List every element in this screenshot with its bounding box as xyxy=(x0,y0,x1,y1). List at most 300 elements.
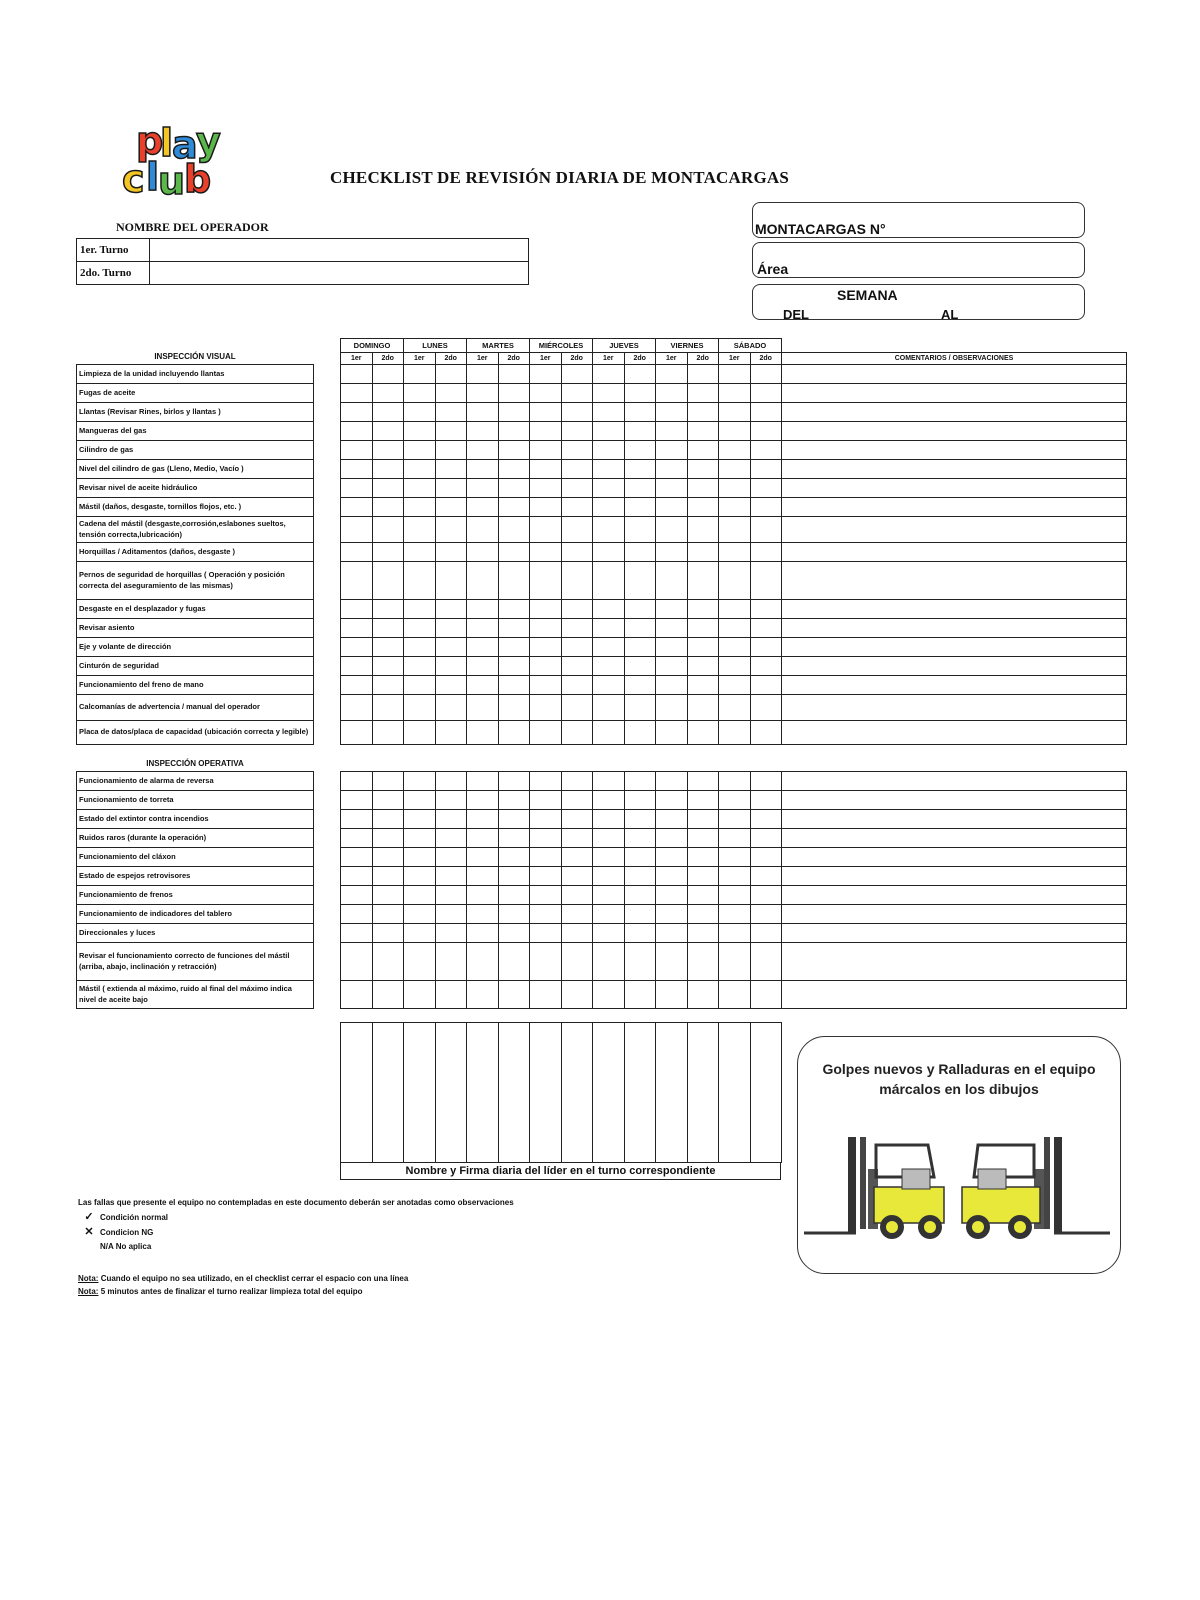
check-cell[interactable] xyxy=(719,924,751,943)
check-cell[interactable] xyxy=(687,479,719,498)
check-cell[interactable] xyxy=(341,829,373,848)
check-cell[interactable] xyxy=(467,384,499,403)
comment-cell[interactable] xyxy=(782,517,1127,543)
check-cell[interactable] xyxy=(341,981,373,1009)
check-cell[interactable] xyxy=(435,981,467,1009)
check-cell[interactable] xyxy=(467,829,499,848)
check-cell[interactable] xyxy=(593,676,625,695)
check-cell[interactable] xyxy=(435,517,467,543)
check-cell[interactable] xyxy=(530,981,562,1009)
check-cell[interactable] xyxy=(467,460,499,479)
check-cell[interactable] xyxy=(404,810,436,829)
check-cell[interactable] xyxy=(435,657,467,676)
check-cell[interactable] xyxy=(467,867,499,886)
check-cell[interactable] xyxy=(687,365,719,384)
check-cell[interactable] xyxy=(467,772,499,791)
forklift-number-box[interactable] xyxy=(752,202,1085,238)
check-cell[interactable] xyxy=(498,479,530,498)
check-cell[interactable] xyxy=(404,403,436,422)
check-cell[interactable] xyxy=(750,924,782,943)
check-cell[interactable] xyxy=(624,479,656,498)
check-cell[interactable] xyxy=(561,924,593,943)
check-cell[interactable] xyxy=(687,676,719,695)
check-cell[interactable] xyxy=(561,422,593,441)
check-cell[interactable] xyxy=(372,517,404,543)
check-cell[interactable] xyxy=(656,905,688,924)
check-cell[interactable] xyxy=(561,676,593,695)
check-cell[interactable] xyxy=(656,384,688,403)
check-cell[interactable] xyxy=(593,943,625,981)
check-cell[interactable] xyxy=(624,365,656,384)
check-cell[interactable] xyxy=(498,943,530,981)
check-cell[interactable] xyxy=(656,619,688,638)
check-cell[interactable] xyxy=(341,810,373,829)
check-cell[interactable] xyxy=(624,676,656,695)
check-cell[interactable] xyxy=(750,791,782,810)
check-cell[interactable] xyxy=(435,365,467,384)
check-cell[interactable] xyxy=(530,498,562,517)
check-cell[interactable] xyxy=(593,721,625,745)
check-cell[interactable] xyxy=(530,676,562,695)
check-cell[interactable] xyxy=(561,695,593,721)
check-cell[interactable] xyxy=(687,619,719,638)
check-cell[interactable] xyxy=(404,943,436,981)
check-cell[interactable] xyxy=(341,498,373,517)
check-cell[interactable] xyxy=(750,943,782,981)
check-cell[interactable] xyxy=(435,441,467,460)
check-cell[interactable] xyxy=(341,403,373,422)
check-cell[interactable] xyxy=(498,905,530,924)
check-cell[interactable] xyxy=(656,829,688,848)
check-cell[interactable] xyxy=(341,479,373,498)
check-cell[interactable] xyxy=(341,600,373,619)
check-cell[interactable] xyxy=(530,905,562,924)
check-cell[interactable] xyxy=(750,981,782,1009)
comment-cell[interactable] xyxy=(782,695,1127,721)
check-cell[interactable] xyxy=(530,657,562,676)
check-cell[interactable] xyxy=(719,600,751,619)
check-cell[interactable] xyxy=(435,943,467,981)
check-cell[interactable] xyxy=(530,638,562,657)
check-cell[interactable] xyxy=(656,772,688,791)
check-cell[interactable] xyxy=(719,721,751,745)
check-cell[interactable] xyxy=(372,676,404,695)
check-cell[interactable] xyxy=(593,441,625,460)
check-cell[interactable] xyxy=(341,886,373,905)
check-cell[interactable] xyxy=(624,543,656,562)
check-cell[interactable] xyxy=(435,867,467,886)
check-cell[interactable] xyxy=(372,403,404,422)
check-cell[interactable] xyxy=(624,695,656,721)
comment-cell[interactable] xyxy=(782,498,1127,517)
check-cell[interactable] xyxy=(498,619,530,638)
check-cell[interactable] xyxy=(750,543,782,562)
check-cell[interactable] xyxy=(341,517,373,543)
check-cell[interactable] xyxy=(435,543,467,562)
check-cell[interactable] xyxy=(372,848,404,867)
check-cell[interactable] xyxy=(530,422,562,441)
check-cell[interactable] xyxy=(687,791,719,810)
check-cell[interactable] xyxy=(467,657,499,676)
check-cell[interactable] xyxy=(435,498,467,517)
check-cell[interactable] xyxy=(530,721,562,745)
check-cell[interactable] xyxy=(498,498,530,517)
check-cell[interactable] xyxy=(404,848,436,867)
check-cell[interactable] xyxy=(467,619,499,638)
check-cell[interactable] xyxy=(341,848,373,867)
check-cell[interactable] xyxy=(341,721,373,745)
check-cell[interactable] xyxy=(404,460,436,479)
check-cell[interactable] xyxy=(750,619,782,638)
check-cell[interactable] xyxy=(593,695,625,721)
comment-cell[interactable] xyxy=(782,600,1127,619)
check-cell[interactable] xyxy=(719,791,751,810)
check-cell[interactable] xyxy=(687,384,719,403)
check-cell[interactable] xyxy=(687,848,719,867)
check-cell[interactable] xyxy=(498,543,530,562)
check-cell[interactable] xyxy=(341,365,373,384)
check-cell[interactable] xyxy=(404,791,436,810)
check-cell[interactable] xyxy=(561,810,593,829)
check-cell[interactable] xyxy=(593,600,625,619)
check-cell[interactable] xyxy=(435,422,467,441)
check-cell[interactable] xyxy=(435,562,467,600)
check-cell[interactable] xyxy=(624,848,656,867)
check-cell[interactable] xyxy=(750,460,782,479)
check-cell[interactable] xyxy=(687,867,719,886)
check-cell[interactable] xyxy=(750,676,782,695)
check-cell[interactable] xyxy=(341,791,373,810)
check-cell[interactable] xyxy=(435,676,467,695)
check-cell[interactable] xyxy=(404,924,436,943)
check-cell[interactable] xyxy=(372,479,404,498)
check-cell[interactable] xyxy=(719,848,751,867)
check-cell[interactable] xyxy=(498,422,530,441)
comment-cell[interactable] xyxy=(782,384,1127,403)
comment-cell[interactable] xyxy=(782,638,1127,657)
check-cell[interactable] xyxy=(624,562,656,600)
check-cell[interactable] xyxy=(372,460,404,479)
check-cell[interactable] xyxy=(435,695,467,721)
check-cell[interactable] xyxy=(656,886,688,905)
check-cell[interactable] xyxy=(530,848,562,867)
check-cell[interactable] xyxy=(467,517,499,543)
check-cell[interactable] xyxy=(467,981,499,1009)
check-cell[interactable] xyxy=(687,422,719,441)
signature-cell[interactable] xyxy=(372,1023,404,1163)
check-cell[interactable] xyxy=(561,721,593,745)
check-cell[interactable] xyxy=(372,498,404,517)
check-cell[interactable] xyxy=(561,886,593,905)
check-cell[interactable] xyxy=(467,905,499,924)
check-cell[interactable] xyxy=(750,848,782,867)
check-cell[interactable] xyxy=(404,905,436,924)
check-cell[interactable] xyxy=(719,981,751,1009)
check-cell[interactable] xyxy=(750,772,782,791)
check-cell[interactable] xyxy=(750,886,782,905)
check-cell[interactable] xyxy=(719,479,751,498)
check-cell[interactable] xyxy=(624,867,656,886)
check-cell[interactable] xyxy=(498,460,530,479)
check-cell[interactable] xyxy=(372,943,404,981)
check-cell[interactable] xyxy=(530,365,562,384)
check-cell[interactable] xyxy=(467,848,499,867)
signature-cell[interactable] xyxy=(435,1023,467,1163)
check-cell[interactable] xyxy=(530,479,562,498)
check-cell[interactable] xyxy=(341,943,373,981)
check-cell[interactable] xyxy=(467,791,499,810)
check-cell[interactable] xyxy=(498,924,530,943)
signature-cell[interactable] xyxy=(561,1023,593,1163)
check-cell[interactable] xyxy=(530,600,562,619)
check-cell[interactable] xyxy=(530,384,562,403)
check-cell[interactable] xyxy=(467,498,499,517)
comment-cell[interactable] xyxy=(782,479,1127,498)
check-cell[interactable] xyxy=(719,829,751,848)
check-cell[interactable] xyxy=(624,791,656,810)
check-cell[interactable] xyxy=(624,924,656,943)
check-cell[interactable] xyxy=(467,721,499,745)
check-cell[interactable] xyxy=(530,460,562,479)
check-cell[interactable] xyxy=(593,498,625,517)
check-cell[interactable] xyxy=(687,517,719,543)
check-cell[interactable] xyxy=(467,810,499,829)
check-cell[interactable] xyxy=(372,905,404,924)
check-cell[interactable] xyxy=(624,721,656,745)
check-cell[interactable] xyxy=(404,384,436,403)
check-cell[interactable] xyxy=(750,562,782,600)
check-cell[interactable] xyxy=(593,867,625,886)
check-cell[interactable] xyxy=(530,924,562,943)
check-cell[interactable] xyxy=(404,657,436,676)
check-cell[interactable] xyxy=(530,695,562,721)
check-cell[interactable] xyxy=(404,543,436,562)
check-cell[interactable] xyxy=(624,905,656,924)
check-cell[interactable] xyxy=(593,905,625,924)
check-cell[interactable] xyxy=(372,562,404,600)
check-cell[interactable] xyxy=(719,460,751,479)
comment-cell[interactable] xyxy=(782,943,1127,981)
week-box[interactable] xyxy=(752,284,1085,320)
check-cell[interactable] xyxy=(687,460,719,479)
check-cell[interactable] xyxy=(530,810,562,829)
signature-cell[interactable] xyxy=(624,1023,656,1163)
check-cell[interactable] xyxy=(750,829,782,848)
check-cell[interactable] xyxy=(530,403,562,422)
check-cell[interactable] xyxy=(750,479,782,498)
check-cell[interactable] xyxy=(561,441,593,460)
check-cell[interactable] xyxy=(719,517,751,543)
check-cell[interactable] xyxy=(687,638,719,657)
check-cell[interactable] xyxy=(624,384,656,403)
check-cell[interactable] xyxy=(561,791,593,810)
check-cell[interactable] xyxy=(750,905,782,924)
check-cell[interactable] xyxy=(656,981,688,1009)
signature-cell[interactable] xyxy=(750,1023,782,1163)
check-cell[interactable] xyxy=(435,810,467,829)
signature-cell[interactable] xyxy=(719,1023,751,1163)
check-cell[interactable] xyxy=(593,772,625,791)
check-cell[interactable] xyxy=(719,905,751,924)
comment-cell[interactable] xyxy=(782,543,1127,562)
check-cell[interactable] xyxy=(404,365,436,384)
check-cell[interactable] xyxy=(656,676,688,695)
check-cell[interactable] xyxy=(687,905,719,924)
comment-cell[interactable] xyxy=(782,810,1127,829)
check-cell[interactable] xyxy=(530,772,562,791)
check-cell[interactable] xyxy=(467,422,499,441)
check-cell[interactable] xyxy=(687,403,719,422)
check-cell[interactable] xyxy=(341,562,373,600)
check-cell[interactable] xyxy=(719,695,751,721)
check-cell[interactable] xyxy=(593,924,625,943)
check-cell[interactable] xyxy=(467,600,499,619)
check-cell[interactable] xyxy=(750,403,782,422)
check-cell[interactable] xyxy=(624,943,656,981)
check-cell[interactable] xyxy=(372,638,404,657)
check-cell[interactable] xyxy=(341,619,373,638)
comment-cell[interactable] xyxy=(782,657,1127,676)
check-cell[interactable] xyxy=(561,460,593,479)
check-cell[interactable] xyxy=(404,695,436,721)
check-cell[interactable] xyxy=(530,867,562,886)
comment-cell[interactable] xyxy=(782,619,1127,638)
check-cell[interactable] xyxy=(372,384,404,403)
check-cell[interactable] xyxy=(624,772,656,791)
check-cell[interactable] xyxy=(719,498,751,517)
check-cell[interactable] xyxy=(750,657,782,676)
check-cell[interactable] xyxy=(435,600,467,619)
signature-cell[interactable] xyxy=(341,1023,373,1163)
check-cell[interactable] xyxy=(372,600,404,619)
check-cell[interactable] xyxy=(656,441,688,460)
check-cell[interactable] xyxy=(719,867,751,886)
check-cell[interactable] xyxy=(341,384,373,403)
check-cell[interactable] xyxy=(750,384,782,403)
check-cell[interactable] xyxy=(656,721,688,745)
check-cell[interactable] xyxy=(561,657,593,676)
check-cell[interactable] xyxy=(530,829,562,848)
check-cell[interactable] xyxy=(341,422,373,441)
check-cell[interactable] xyxy=(341,657,373,676)
check-cell[interactable] xyxy=(372,829,404,848)
check-cell[interactable] xyxy=(498,791,530,810)
area-box[interactable] xyxy=(752,242,1085,278)
check-cell[interactable] xyxy=(593,479,625,498)
check-cell[interactable] xyxy=(656,848,688,867)
check-cell[interactable] xyxy=(687,695,719,721)
check-cell[interactable] xyxy=(530,517,562,543)
check-cell[interactable] xyxy=(467,543,499,562)
check-cell[interactable] xyxy=(467,479,499,498)
check-cell[interactable] xyxy=(435,460,467,479)
check-cell[interactable] xyxy=(719,543,751,562)
check-cell[interactable] xyxy=(593,562,625,600)
check-cell[interactable] xyxy=(687,981,719,1009)
comment-cell[interactable] xyxy=(782,886,1127,905)
check-cell[interactable] xyxy=(341,695,373,721)
check-cell[interactable] xyxy=(656,498,688,517)
check-cell[interactable] xyxy=(719,638,751,657)
check-cell[interactable] xyxy=(530,943,562,981)
check-cell[interactable] xyxy=(561,498,593,517)
check-cell[interactable] xyxy=(404,517,436,543)
check-cell[interactable] xyxy=(530,562,562,600)
check-cell[interactable] xyxy=(498,772,530,791)
check-cell[interactable] xyxy=(719,810,751,829)
check-cell[interactable] xyxy=(561,638,593,657)
comment-cell[interactable] xyxy=(782,365,1127,384)
check-cell[interactable] xyxy=(593,384,625,403)
check-cell[interactable] xyxy=(498,657,530,676)
check-cell[interactable] xyxy=(687,441,719,460)
check-cell[interactable] xyxy=(750,517,782,543)
check-cell[interactable] xyxy=(624,638,656,657)
check-cell[interactable] xyxy=(687,543,719,562)
check-cell[interactable] xyxy=(404,829,436,848)
check-cell[interactable] xyxy=(624,517,656,543)
check-cell[interactable] xyxy=(467,365,499,384)
check-cell[interactable] xyxy=(624,460,656,479)
check-cell[interactable] xyxy=(372,619,404,638)
check-cell[interactable] xyxy=(404,772,436,791)
check-cell[interactable] xyxy=(656,695,688,721)
check-cell[interactable] xyxy=(593,460,625,479)
check-cell[interactable] xyxy=(750,695,782,721)
check-cell[interactable] xyxy=(750,498,782,517)
check-cell[interactable] xyxy=(435,905,467,924)
check-cell[interactable] xyxy=(404,498,436,517)
check-cell[interactable] xyxy=(530,791,562,810)
check-cell[interactable] xyxy=(719,943,751,981)
check-cell[interactable] xyxy=(435,384,467,403)
check-cell[interactable] xyxy=(561,848,593,867)
check-cell[interactable] xyxy=(372,543,404,562)
comment-cell[interactable] xyxy=(782,721,1127,745)
check-cell[interactable] xyxy=(498,600,530,619)
comment-cell[interactable] xyxy=(782,676,1127,695)
check-cell[interactable] xyxy=(435,924,467,943)
check-cell[interactable] xyxy=(498,829,530,848)
check-cell[interactable] xyxy=(467,638,499,657)
check-cell[interactable] xyxy=(656,365,688,384)
check-cell[interactable] xyxy=(719,619,751,638)
check-cell[interactable] xyxy=(498,638,530,657)
signature-cell[interactable] xyxy=(467,1023,499,1163)
check-cell[interactable] xyxy=(593,422,625,441)
check-cell[interactable] xyxy=(593,981,625,1009)
check-cell[interactable] xyxy=(624,657,656,676)
check-cell[interactable] xyxy=(498,886,530,905)
check-cell[interactable] xyxy=(656,943,688,981)
check-cell[interactable] xyxy=(530,619,562,638)
check-cell[interactable] xyxy=(404,676,436,695)
check-cell[interactable] xyxy=(593,657,625,676)
check-cell[interactable] xyxy=(687,810,719,829)
check-cell[interactable] xyxy=(341,676,373,695)
check-cell[interactable] xyxy=(561,867,593,886)
check-cell[interactable] xyxy=(530,543,562,562)
check-cell[interactable] xyxy=(341,905,373,924)
check-cell[interactable] xyxy=(719,422,751,441)
shift-1-name-field[interactable] xyxy=(150,239,529,262)
check-cell[interactable] xyxy=(372,721,404,745)
check-cell[interactable] xyxy=(404,600,436,619)
check-cell[interactable] xyxy=(750,810,782,829)
check-cell[interactable] xyxy=(498,403,530,422)
check-cell[interactable] xyxy=(435,403,467,422)
check-cell[interactable] xyxy=(341,924,373,943)
